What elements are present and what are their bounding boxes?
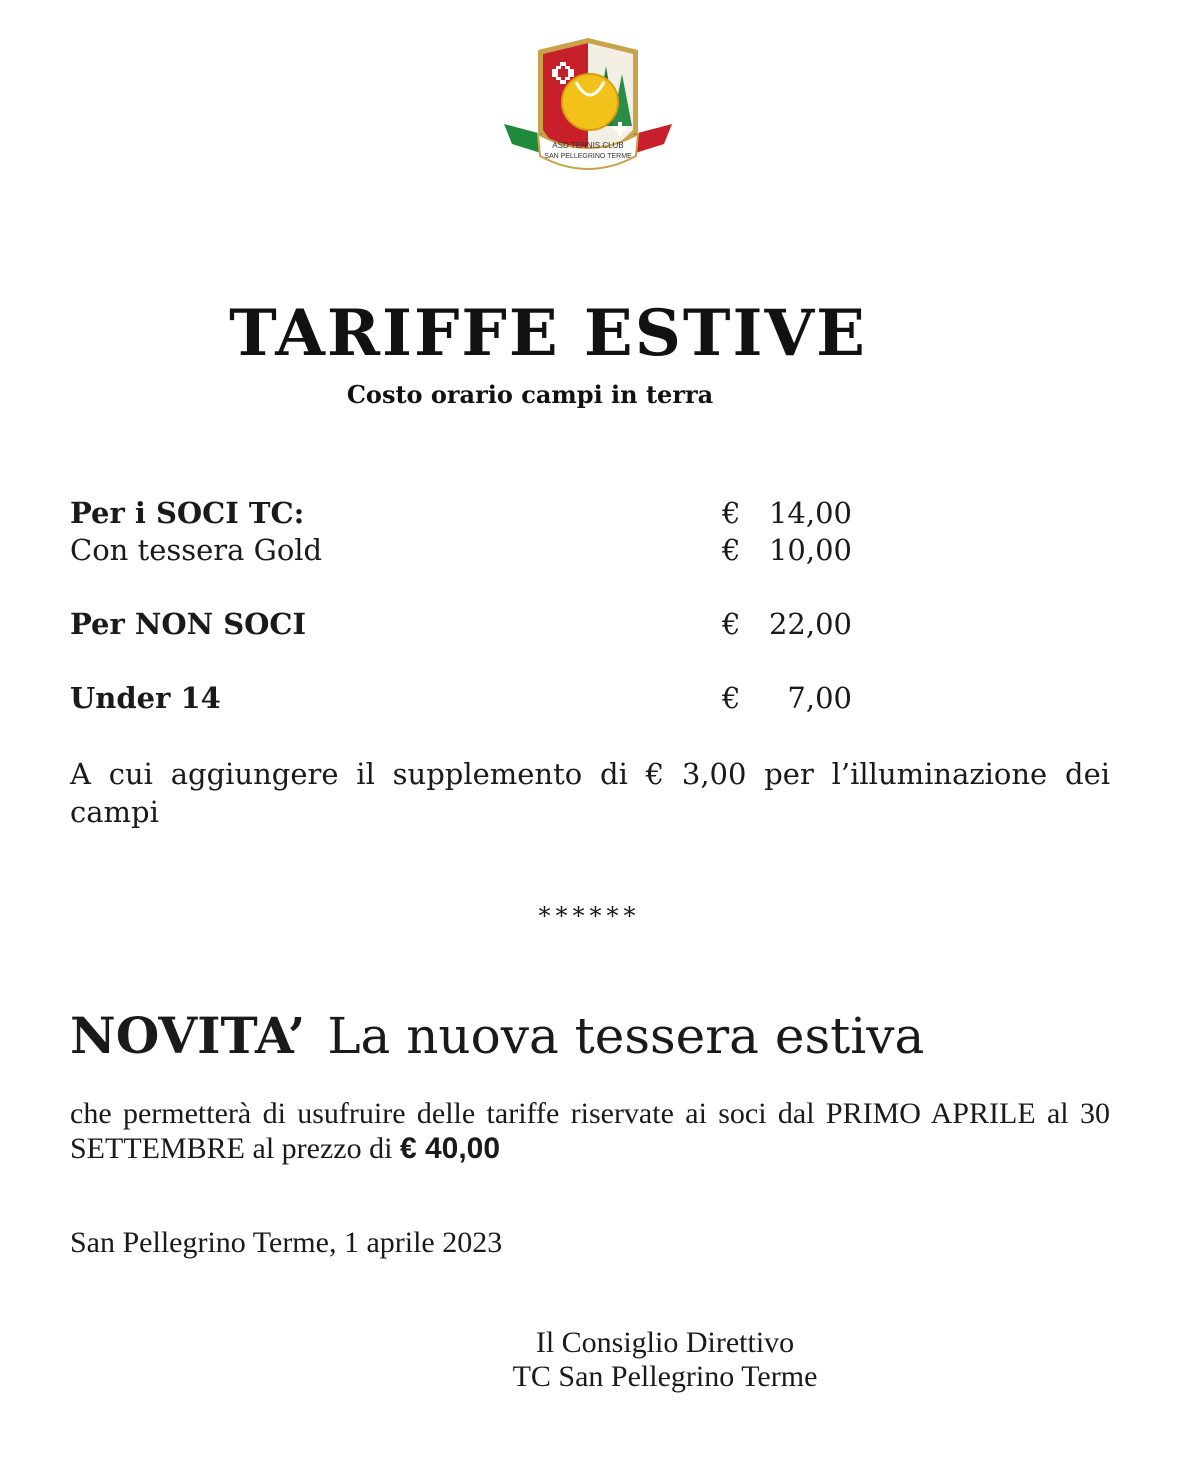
novita-description <box>70 1096 1110 1166</box>
novita-headline: La nuova tessera estiva <box>327 1007 925 1065</box>
rate-amount: 10,00 <box>768 533 852 567</box>
rate-currency: € <box>722 681 741 715</box>
rate-label: Per NON SOCI <box>70 607 307 641</box>
rate-currency: € <box>722 496 741 530</box>
supplement-note: A cui aggiungere il supplemento di € 3,00 per l’illuminazione dei campi <box>70 757 1110 829</box>
description-price: € 40,00 <box>399 1132 501 1165</box>
rate-row-under14 <box>70 681 860 721</box>
signature-line1: Il Consiglio Direttivo <box>535 1326 795 1359</box>
page-title: TARIFFE ESTIVE <box>229 296 867 371</box>
rate-currency: € <box>722 607 741 641</box>
club-logo <box>498 36 678 176</box>
rate-label: Con tessera Gold <box>70 533 323 567</box>
description-text: che permetterà di usufruire delle tariffe riservate ai soci dal PRIMO APRILE al 30 SETTEMBRE al prezzo di <box>70 1097 1110 1165</box>
rate-amount: 22,00 <box>768 607 852 641</box>
logo-text-line2: SAN PELLEGRINO TERME <box>544 153 632 160</box>
rate-row-non-soci <box>70 607 860 647</box>
rate-row-soci <box>70 496 860 536</box>
novita-heading <box>70 1006 924 1065</box>
rate-row-gold <box>70 533 860 573</box>
rate-amount: 14,00 <box>768 496 852 530</box>
rate-currency: € <box>722 533 741 567</box>
signature-line2: TC San Pellegrino Terme <box>512 1360 818 1393</box>
novita-label: NOVITA’ <box>70 1006 306 1065</box>
rate-label: Under 14 <box>70 681 221 715</box>
separator: ****** <box>538 902 641 930</box>
date-line: San Pellegrino Terme, 1 aprile 2023 <box>70 1226 503 1259</box>
rate-amount: 7,00 <box>787 681 852 715</box>
page-subtitle: Costo orario campi in terra <box>346 380 714 409</box>
logo-text-line1: ASD TENNIS CLUB <box>552 141 624 150</box>
rate-label: Per i SOCI TC: <box>70 496 305 530</box>
